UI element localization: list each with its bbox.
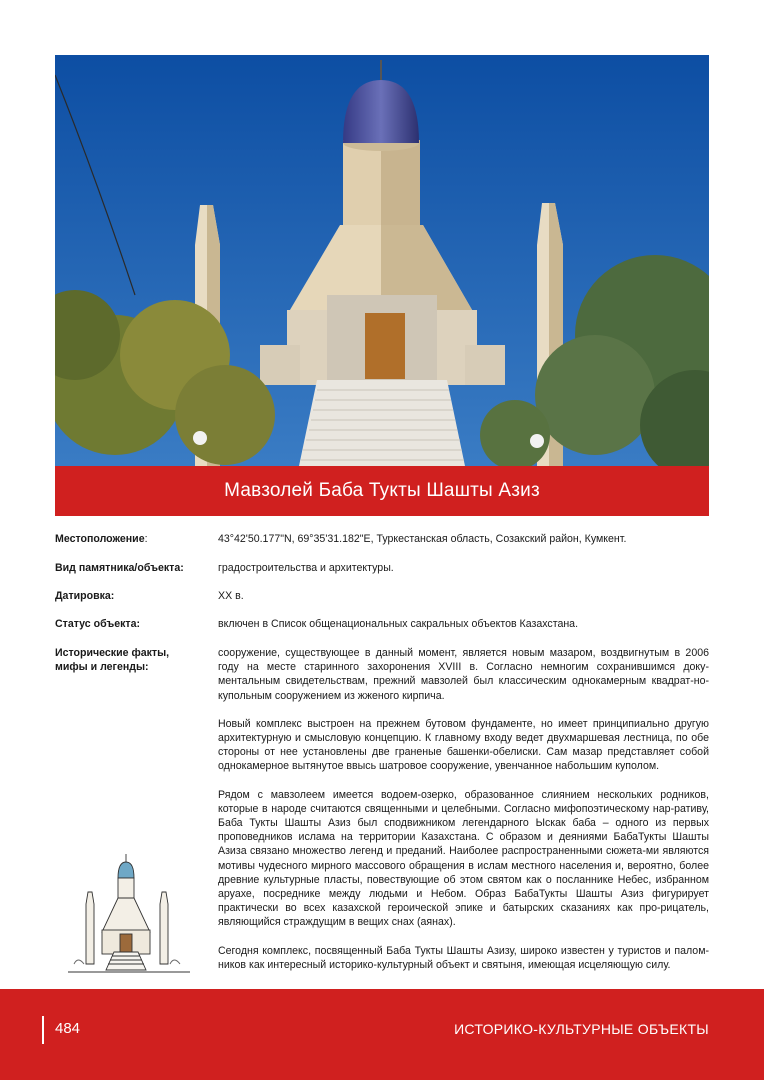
field-location-value: 43°42'50.177"N, 69°35'31.182"E, Туркестанская область, Созакский район, Кумкент. bbox=[218, 533, 627, 545]
field-dating-label: Датировка: bbox=[55, 590, 115, 602]
field-dating-value: XX в. bbox=[218, 590, 244, 602]
title-bar bbox=[55, 466, 709, 516]
mausoleum-photo bbox=[55, 55, 709, 466]
page-number: 484 bbox=[55, 1020, 81, 1037]
history-paragraph-1: сооружение, существующее в данный момент, является новым мазаром, воздвигнутым в 2006 году на месте старинного захоронения XVIII в. Согласно немногим сохранившимся доку-ментальным свидетельствам, прежний мавзолей был классическим однокамерным квадрат-но-купольным сооружением из жженого кирпича. bbox=[218, 647, 709, 702]
mausoleum-sketch bbox=[66, 852, 192, 978]
field-history-value bbox=[218, 646, 709, 972]
history-paragraph-3: Рядом с мавзолеем имеется водоем-озерко, образованное слиянием нескольких родников, которые в народе считаются священными и целебными. Согласно мифопоэтическому нар-ративу, Баба Тукты Шашты Азиз был сподвижником легендарного Ыскак баба – одного из первых проповедников ислама на территории Казахстана. С образом и деяниями БабаТукты Шашты Азиза связано множество легенд и преданий. Наиболее распространенными сюжета-ми являются мотивы чудесного мирного массового обращения в ислам местного населения и, вероятно, более древние культурные пласты, повествующие об этом святом как о посланнике Небес, избранном аруахе, посреднике между людьми и Небом. Образ БабаТукты Шашты Азиз фигурирует практически во всех казахской героической эпике и батырских сказаниях как про-рицатель, являющийся страждущим в вещих снах (аянах). bbox=[218, 788, 709, 929]
footer-divider bbox=[42, 1016, 44, 1044]
field-status-value: включен в Список общенациональных сакральных объектов Казахстана. bbox=[218, 618, 579, 630]
page-title: Мавзолей Баба Тукты Шашты Азиз bbox=[224, 480, 540, 501]
field-status-label: Статус объекта: bbox=[55, 618, 141, 630]
page-footer bbox=[0, 989, 764, 1080]
history-paragraph-4: Сегодня комплекс, посвященный Баба Тукты Шашты Азизу, широко известен у туристов и палом-ников как интересный историко-культурный объект и святыня, имеющая исцеляющую силу. bbox=[218, 944, 709, 971]
field-type-value: градостроительства и архитектуры. bbox=[218, 562, 394, 574]
field-history-label: Исторические факты, мифы и легенды: bbox=[55, 647, 170, 674]
field-location-label: Местоположение: bbox=[55, 533, 148, 545]
field-type-label: Вид памятника/объекта: bbox=[55, 562, 184, 574]
section-title: ИСТОРИКО-КУЛЬТУРНЫЕ ОБЪЕКТЫ bbox=[454, 1021, 709, 1037]
history-paragraph-2: Новый комплекс выстроен на прежнем бутовом фундаменте, но имеет принципиально другую архитектурную и смысловую концепцию. К главному входу ведет двухмаршевая лестница, по обе стороны от нее установлены две граненые башенки-обелиски. Сам мазар представляет собой однокамерное вытянутое ввысь шатровое сооружение, увенчанное набольшим куполом. bbox=[218, 717, 709, 773]
